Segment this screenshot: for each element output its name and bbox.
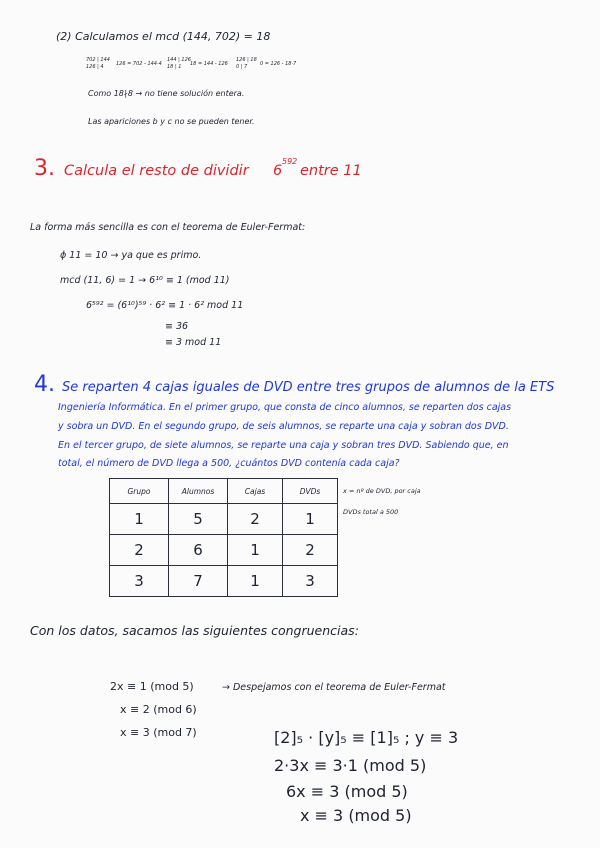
congruence-1-note: → Despejamos con el teorema de Euler-Fermat bbox=[222, 682, 446, 693]
table-header-cell: DVDs bbox=[283, 479, 338, 504]
table-cell: 2 bbox=[110, 535, 169, 566]
section3-title-tail: entre 11 bbox=[300, 163, 362, 179]
inverse-step: [2]₅ · [y]₅ ≡ [1]₅ ; y ≡ 3 bbox=[274, 728, 459, 747]
section3-number: 3. bbox=[34, 156, 55, 181]
congruence-1: 2x ≡ 1 (mod 5) bbox=[110, 680, 194, 693]
table-row bbox=[110, 566, 338, 597]
section3-method: La forma más sencilla es con el teorema de Euler-Fermat: bbox=[30, 222, 306, 233]
table-cell: 5 bbox=[169, 504, 228, 535]
table-cell: 6 bbox=[169, 535, 228, 566]
table-cell: 1 bbox=[110, 504, 169, 535]
euclid-remainder-1: 126 = 702 - 144·4 bbox=[116, 61, 162, 67]
section3-step3: ≡ 3 mod 11 bbox=[165, 337, 222, 348]
table-legend-total: DVDs total a 500 bbox=[343, 508, 399, 516]
table-cell: 1 bbox=[228, 566, 283, 597]
section2-intro: (2) Calculamos el mcd (144, 702) = 18 bbox=[56, 30, 271, 43]
table-cell: 1 bbox=[228, 535, 283, 566]
table-header-cell: Cajas bbox=[228, 479, 283, 504]
solve-step-1: 2·3x ≡ 3·1 (mod 5) bbox=[274, 756, 427, 775]
table-header-cell: Grupo bbox=[110, 479, 169, 504]
section2-note: Las apariciones b y c no se pueden tener. bbox=[88, 117, 255, 126]
section4-number: 4. bbox=[34, 372, 55, 397]
table-cell: 2 bbox=[283, 535, 338, 566]
table-row bbox=[110, 535, 338, 566]
section3-step2: ≡ 36 bbox=[165, 321, 189, 332]
euclid-division-3: 126 | 18 0 | 7 bbox=[236, 57, 257, 70]
euclid-division-2: 144 | 126 18 | 1 bbox=[167, 57, 191, 70]
solve-result: x ≡ 3 (mod 5) bbox=[300, 806, 412, 825]
section4-line5: total, el número de DVD llega a 500, ¿cuántos DVD contenía cada caja? bbox=[58, 458, 400, 469]
table-cell: 7 bbox=[169, 566, 228, 597]
table-cell: 1 bbox=[283, 504, 338, 535]
table-header-cell: Alumnos bbox=[169, 479, 228, 504]
section3-title: Calcula el resto de dividir bbox=[64, 163, 249, 179]
section3-phi: ϕ 11 = 10 → ya que es primo. bbox=[60, 250, 202, 261]
table-legend-x: x = nº de DVD, por caja bbox=[343, 487, 421, 495]
euclid-division-1: 702 | 144 126 | 4 bbox=[86, 57, 110, 70]
section3-mcd: mcd (11, 6) = 1 → 6¹⁰ ≡ 1 (mod 11) bbox=[60, 275, 230, 286]
groups-table bbox=[109, 478, 338, 597]
section4-line3: y sobra un DVD. En el segundo grupo, de seis alumnos, se reparte una caja y sobran dos DVD. bbox=[58, 421, 509, 432]
table-cell: 2 bbox=[228, 504, 283, 535]
section2-conclusion: Como 18∤8 → no tiene solución entera. bbox=[88, 89, 245, 98]
euclid-remainder-2: 18 = 144 - 126 bbox=[190, 61, 228, 67]
euclid-remainder-3: 0 = 126 - 18·7 bbox=[260, 61, 297, 67]
congruences-intro: Con los datos, sacamos las siguientes congruencias: bbox=[30, 623, 359, 638]
congruence-2: x ≡ 2 (mod 6) bbox=[120, 703, 197, 716]
table-row bbox=[110, 504, 338, 535]
section4-line2: Ingeniería Informática. En el primer grupo, que consta de cinco alumnos, se reparten dos cajas bbox=[58, 402, 512, 413]
section4-line4: En el tercer grupo, de siete alumnos, se reparte una caja y sobran tres DVD. Sabiendo que, en bbox=[58, 440, 509, 451]
section3-step1: 6⁵⁹² = (6¹⁰)⁵⁹ · 6² ≡ 1 · 6² mod 11 bbox=[86, 300, 244, 311]
table-header-row bbox=[110, 479, 338, 504]
section4-line1: Se reparten 4 cajas iguales de DVD entre tres grupos de alumnos de la ETS bbox=[62, 380, 555, 395]
section3-title-exponent: 592 bbox=[282, 157, 298, 166]
congruence-3: x ≡ 3 (mod 7) bbox=[120, 726, 197, 739]
section3-title-base: 6 bbox=[273, 163, 283, 179]
table-cell: 3 bbox=[110, 566, 169, 597]
table-cell: 3 bbox=[283, 566, 338, 597]
solve-step-2: 6x ≡ 3 (mod 5) bbox=[286, 782, 408, 801]
